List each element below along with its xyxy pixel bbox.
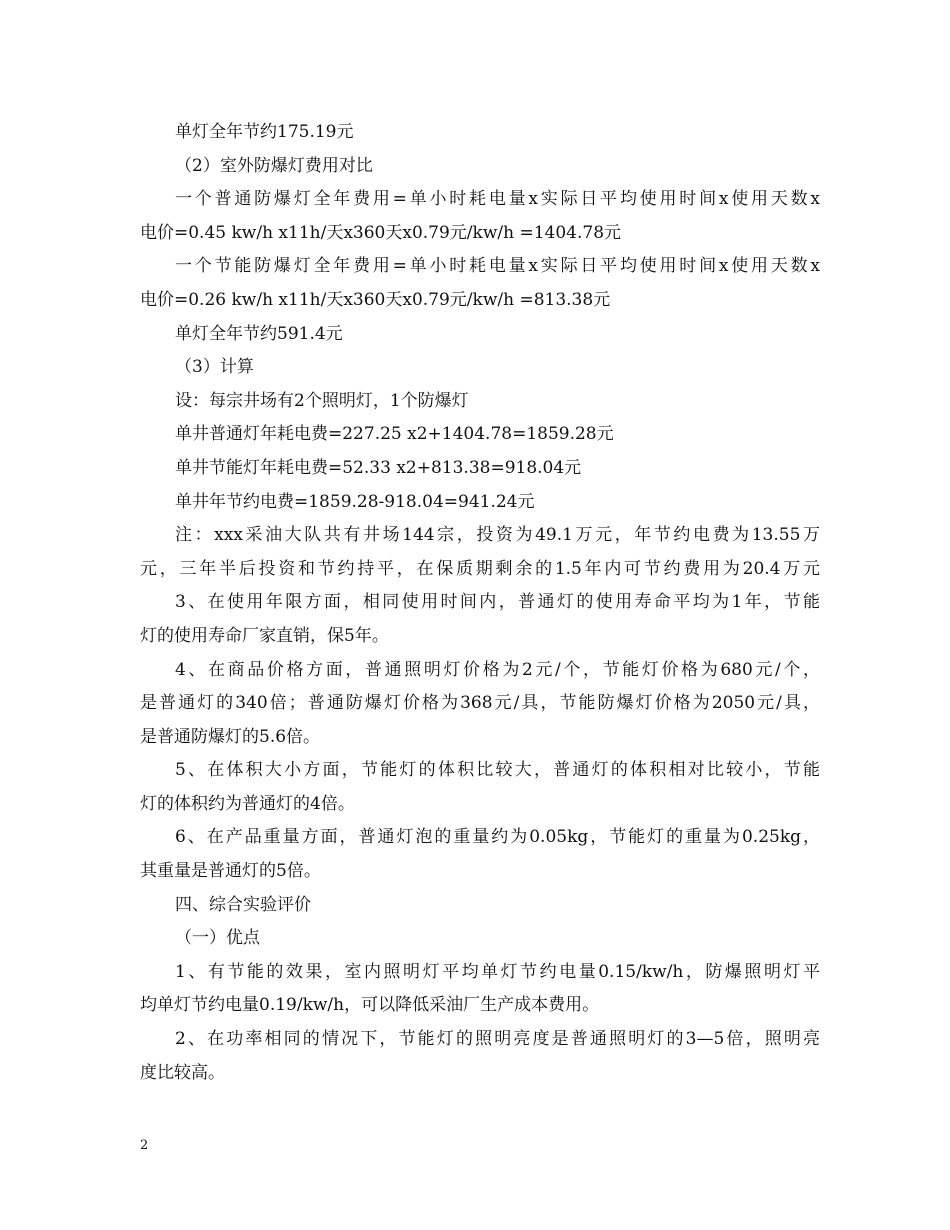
text-line: 设：每宗井场有2个照明灯，1个防爆灯 <box>175 390 469 411</box>
page-number: 2 <box>140 1138 149 1153</box>
text-line: 电价=0.26 kw/h x11h/天x360天x0.79元/kw/h =813.38元 <box>140 289 611 310</box>
text-line: 一个普通防爆灯全年费用=单小时耗电量x实际日平均使用时间x使用天数x <box>175 189 820 210</box>
text-line: （2）室外防爆灯费用对比 <box>175 155 373 176</box>
text-line: 是普通防爆灯的5.6倍。 <box>140 726 321 747</box>
subsection-heading: （一）优点 <box>175 928 260 949</box>
text-line: 4、在商品价格方面，普通照明灯价格为2元/个，节能灯价格为680元/个， <box>175 659 820 680</box>
text-line: 均单灯节约电量0.19/kw/h，可以降低采油厂生产成本费用。 <box>140 995 600 1016</box>
text-line: 5、在体积大小方面，节能灯的体积比较大，普通灯的体积相对比较小，节能 <box>175 760 820 781</box>
text-line: 一个节能防爆灯全年费用=单小时耗电量x实际日平均使用时间x使用天数x <box>175 256 820 277</box>
text-line: 单灯全年节约175.19元 <box>175 122 354 142</box>
section-heading: 四、综合实验评价 <box>175 894 311 915</box>
text-line: 3、在使用年限方面，相同使用时间内，普通灯的使用寿命平均为1年，节能 <box>175 592 820 613</box>
text-line: 6、在产品重量方面，普通灯泡的重量约为0.05kg，节能灯的重量为0.25kg， <box>175 827 820 848</box>
text-line: 其重量是普通灯的5倍。 <box>140 861 321 882</box>
text-line: 电价=0.45 kw/h x11h/天x360天x0.79元/kw/h =1404.78元 <box>140 222 622 243</box>
text-line: 1、有节能的效果，室内照明灯平均单灯节约电量0.15/kw/h，防爆照明灯平 <box>175 961 820 982</box>
text-line: 单灯全年节约591.4元 <box>175 323 343 344</box>
text-line: 度比较高。 <box>140 1062 225 1083</box>
text-line: 注：xxx采油大队共有井场144宗，投资为49.1万元，年节约电费为13.55万 <box>175 525 820 546</box>
text-line: 单井普通灯年耗电费=227.25 x2+1404.78=1859.28元 <box>175 424 614 445</box>
text-line: 是普通灯的340倍；普通防爆灯价格为368元/具，节能防爆灯价格为2050元/具， <box>140 693 820 714</box>
text-line: 灯的体积约为普通灯的4倍。 <box>140 793 355 814</box>
text-line: （3）计算 <box>175 357 254 378</box>
text-line: 单井年节约电费=1859.28-918.04=941.24元 <box>175 491 535 512</box>
document-body <box>140 116 820 1090</box>
text-line: 2、在功率相同的情况下，节能灯的照明亮度是普通照明灯的3—5倍，照明亮 <box>175 1029 820 1050</box>
text-line: 元，三年半后投资和节约持平，在保质期剩余的1.5年内可节约费用为20.4万元 <box>140 558 820 579</box>
text-line: 单井节能灯年耗电费=52.33 x2+813.38=918.04元 <box>175 457 582 478</box>
text-line: 灯的使用寿命厂家直销，保5年。 <box>140 625 389 646</box>
